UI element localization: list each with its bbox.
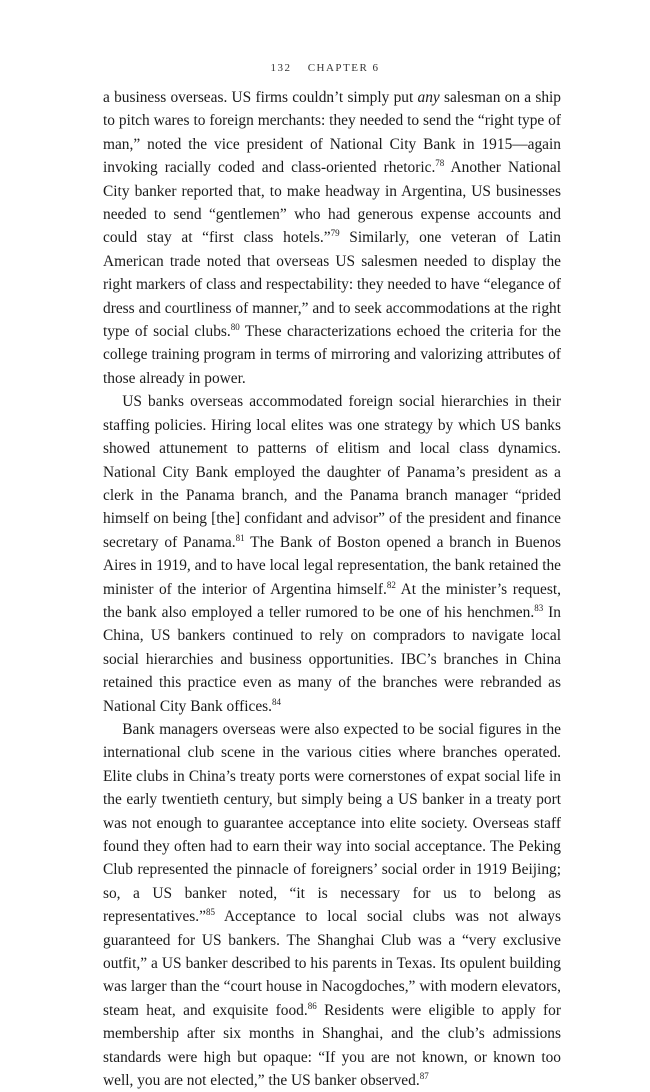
footnote-ref: 80 (230, 322, 240, 333)
emphasis-text: any (417, 89, 440, 106)
footnote-ref: 85 (205, 907, 215, 918)
footnote-ref: 83 (534, 602, 544, 613)
footnote-ref: 78 (435, 158, 445, 169)
text-run: These characterizations echoed the criteria for the college training program in terms of mirroring and valorizing attributes of those already in power. (103, 323, 561, 387)
text-run: a business overseas. US firms couldn’t simply put (103, 89, 418, 106)
paragraph (103, 718, 561, 1092)
text-run: Another National City banker reported that, to make headway in Argentina, US businesses needed to send “gentlemen” who had generous expense accounts and could stay at “first class hotels.” (103, 159, 561, 247)
text-run: At the minister’s request, the bank also employed a teller rumored to be one of his henchmen. (103, 580, 561, 621)
footnote-ref: 79 (330, 228, 340, 239)
running-head (0, 62, 650, 74)
text-run: Residents were eligible to apply for membership after six months in Shanghai, and the club’s admissions standards were high but opaque: “If you are not known, or known too well, you are not elected,” the US banker observed. (103, 1001, 561, 1090)
page-number: 132 (270, 62, 292, 74)
paragraph (103, 86, 561, 390)
footnote-ref: 81 (235, 532, 245, 543)
text-run: In China, US bankers continued to rely on compradors to navigate local social hierarchies and business opportunities. IBC’s branches in China retained this practice even as many of the branches were rebranded as National City Bank offices. (103, 603, 561, 715)
chapter-label: CHAPTER 6 (307, 62, 380, 74)
text-run: Acceptance to local social clubs was not always guaranteed for US bankers. The Shanghai Club was a “very exclusive outfit,” a US banker described to his parents in Texas. Its opulent building was larger than the “court house in Nacogdoches,” with modern elevators, steam heat, and exquisite food. (103, 908, 561, 1019)
text-run: salesman on a ship to pitch wares to foreign merchants: they needed to send the “right type of man,” noted the vice president of National City Bank in 1915—again invoking racially coded and class-oriented rhetoric. (103, 89, 561, 177)
footnote-ref: 87 (419, 1071, 429, 1082)
text-run: The Bank of Boston opened a branch in Buenos Aires in 1919, and to have local legal representation, the bank retained the minister of the interior of Argentina himself. (103, 533, 562, 598)
body-text (103, 86, 561, 1092)
footnote-ref: 86 (307, 1000, 317, 1011)
text-run: Bank managers overseas were also expected to be social figures in the international club scene in the various cities where branches operated. Elite clubs in China’s treaty ports were cornerstones of expat social life in the early twentieth century, but simply being a US banker in a treaty port was not enough to guarantee acceptance into elite society. Overseas staff found they often had to earn their way into social acceptance. The Peking Club represented the pinnacle of foreigners’ social order in 1919 Beijing; so, a US banker noted, “it is necessary for us to belong as representatives.” (103, 720, 561, 926)
paragraph (103, 390, 561, 718)
text-run: US banks overseas accommodated foreign social hierarchies in their staffing policies. Hiring local elites was one strategy by which US banks showed attunement to patterns of elitism and local class dynamics. National City Bank employed the daughter of Panama’s president as a clerk in the Panama branch, and the Panama branch manager “prided himself on being [the] confidant and advisor” of the president and finance secretary of Panama. (103, 393, 561, 551)
footnote-ref: 84 (271, 696, 281, 707)
text-run: Similarly, one veteran of Latin American trade noted that overseas US salesmen needed to display the right markers of class and respectability: they needed to have “elegance of dress and courtliness of manner,” and to seek accommodations at the right type of social clubs. (103, 229, 561, 341)
footnote-ref: 82 (386, 579, 396, 590)
